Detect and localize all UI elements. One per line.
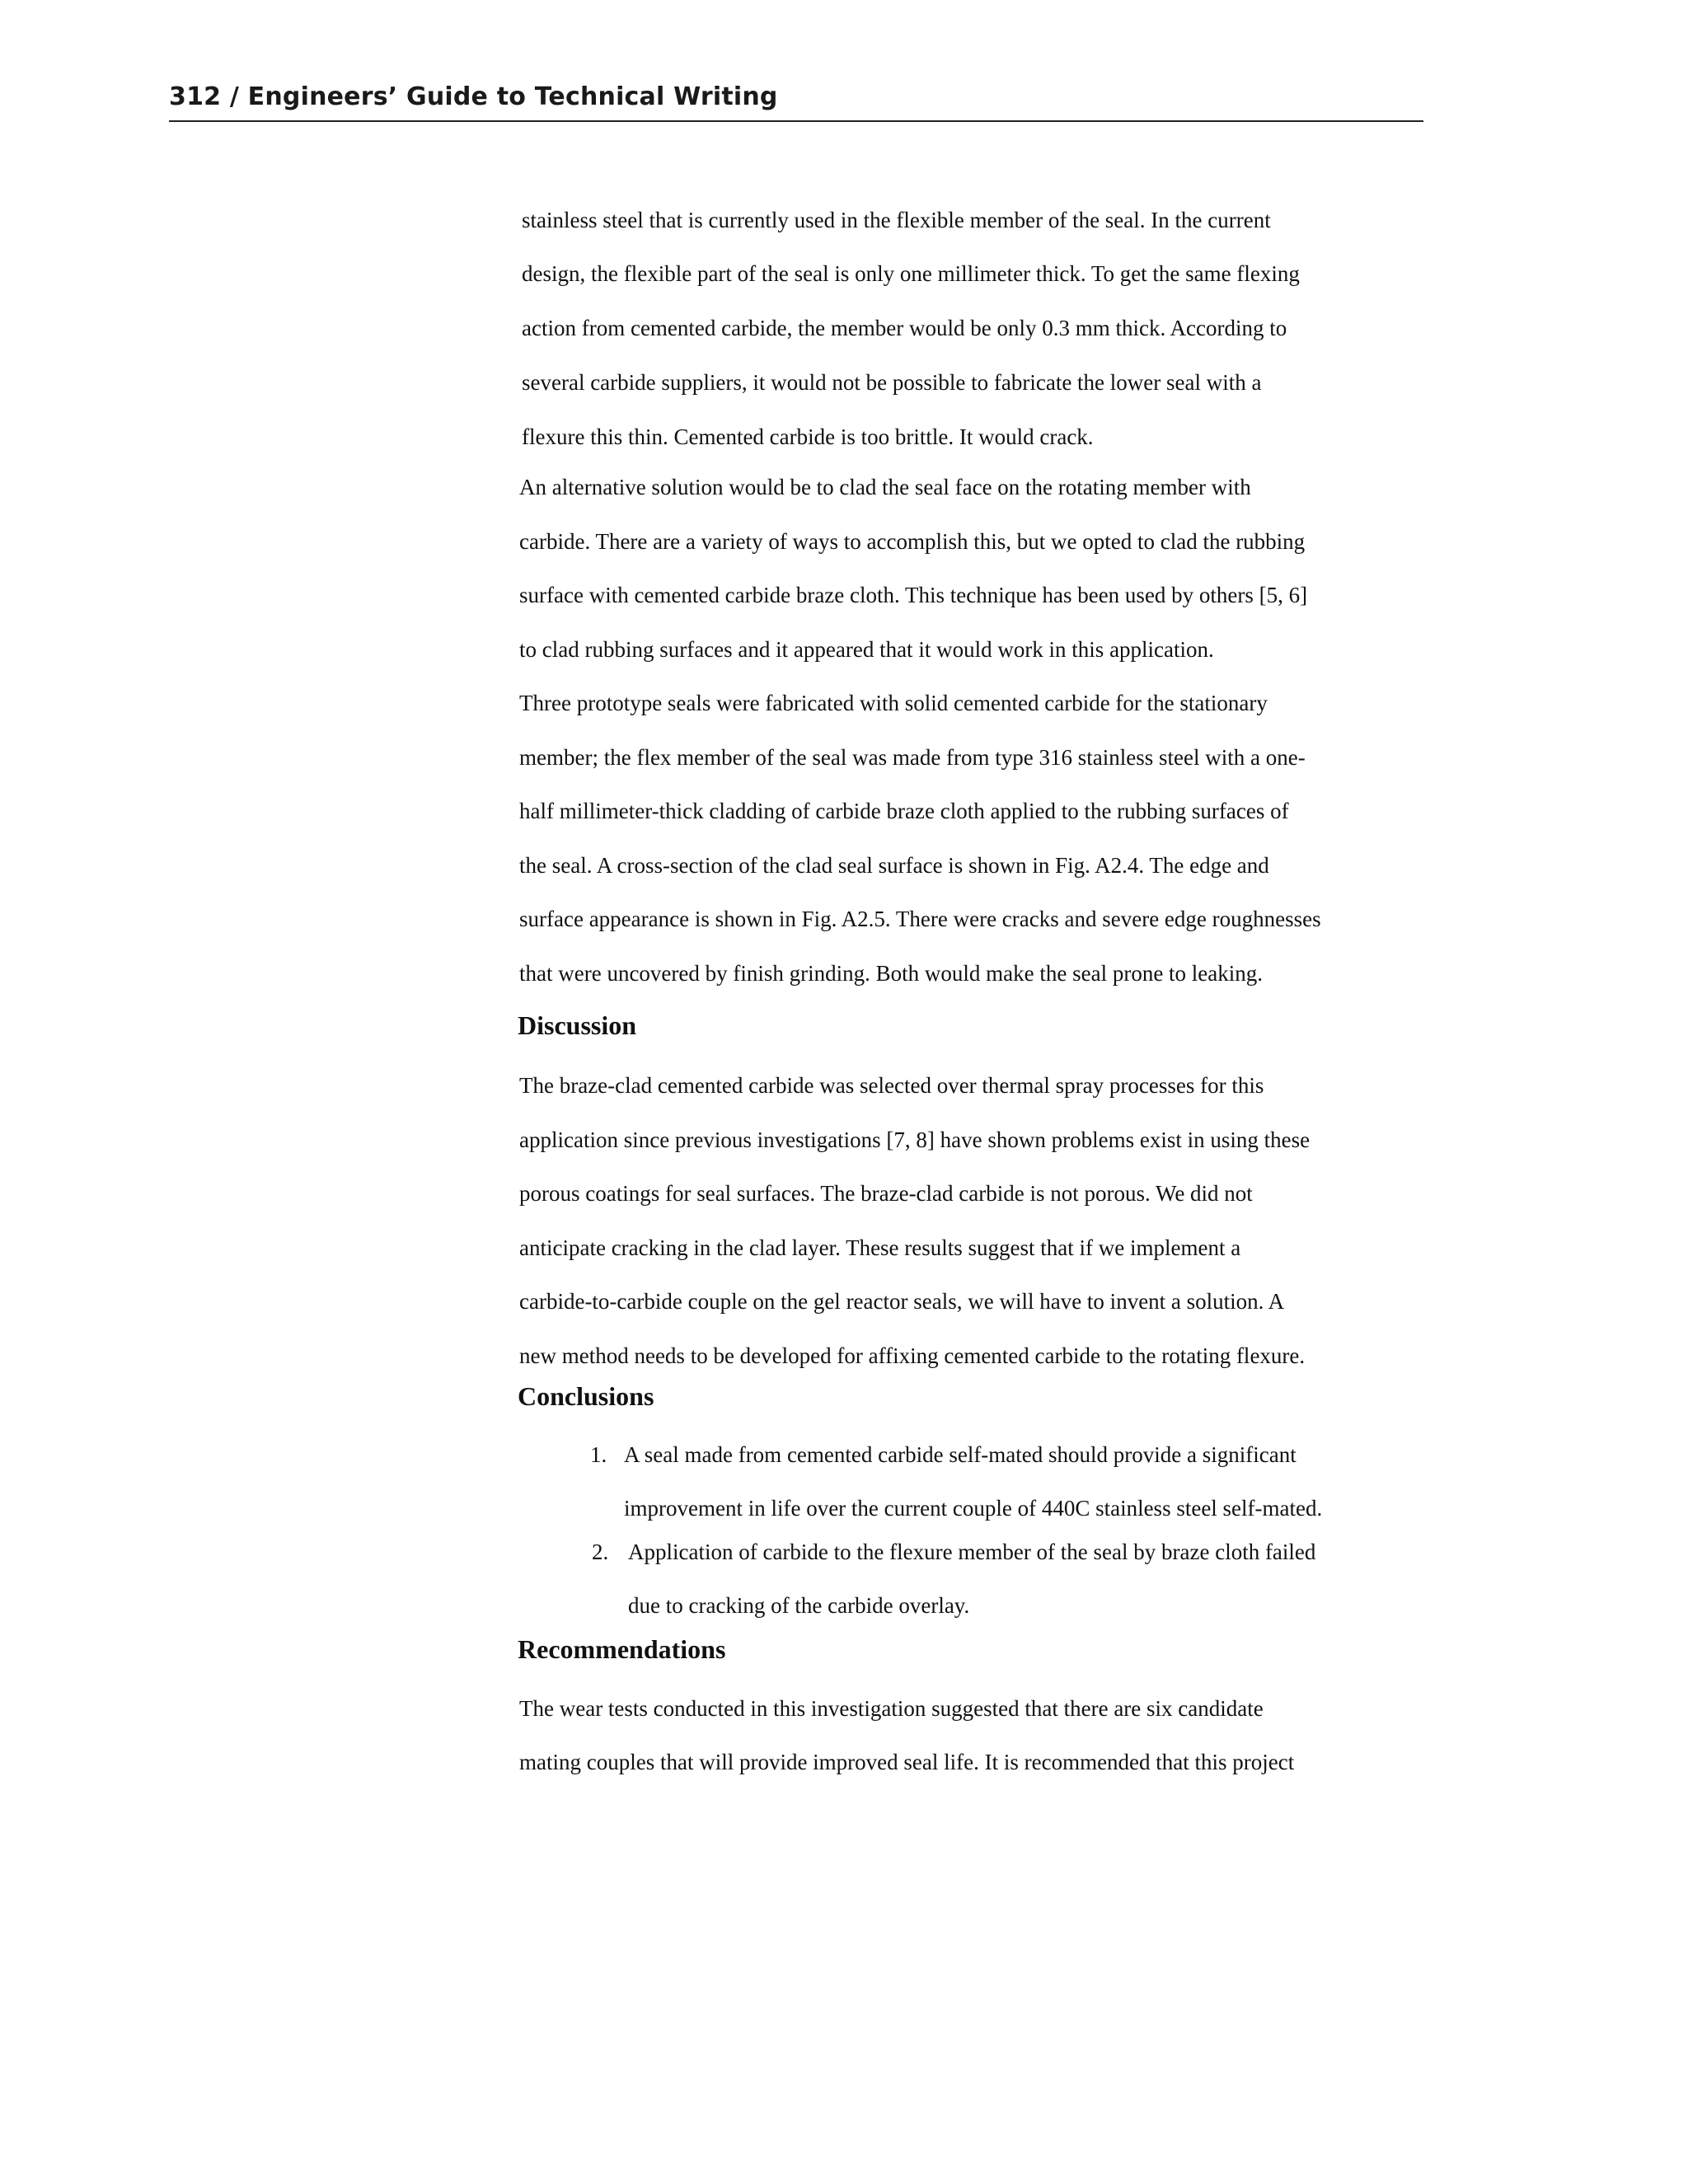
text-line: new method needs to be developed for affixing cemented carbide to the rotating flexure.: [519, 1343, 1306, 1368]
text-line: application since previous investigations [7, 8] have shown problems exist in using these: [519, 1127, 1311, 1152]
running-head: 312 / Engineers’ Guide to Technical Writing: [169, 82, 778, 111]
list-number: 2.: [592, 1540, 609, 1564]
text-line: surface with cemented carbide braze cloth. This technique has been used by others [5, 6]: [519, 583, 1308, 607]
text-line: to clad rubbing surfaces and it appeared that it would work in this application.: [519, 637, 1214, 662]
text-line: carbide. There are a variety of ways to accomplish this, but we opted to clad the rubbing: [519, 529, 1306, 554]
list-item-line: A seal made from cemented carbide self-mated should provide a significant: [624, 1442, 1296, 1467]
conclusions-heading: Conclusions: [518, 1381, 654, 1411]
discussion-heading: Discussion: [518, 1010, 637, 1040]
text-line: action from cemented carbide, the member would be only 0.3 mm thick. According to: [522, 316, 1287, 340]
text-line: mating couples that will provide improved seal life. It is recommended that this project: [519, 1750, 1295, 1774]
text-line: that were uncovered by finish grinding. Both would make the seal prone to leaking.: [519, 961, 1264, 986]
text-line: member; the flex member of the seal was made from type 316 stainless steel with a one-: [519, 745, 1306, 770]
text-line: Three prototype seals were fabricated with solid cemented carbide for the stationary: [519, 691, 1268, 715]
list-number: 1.: [590, 1442, 607, 1467]
text-line: the seal. A cross-section of the clad seal surface is shown in Fig. A2.4. The edge and: [519, 853, 1269, 878]
text-line: flexure this thin. Cemented carbide is too brittle. It would crack.: [522, 424, 1094, 449]
text-line: carbide-to-carbide couple on the gel reactor seals, we will have to invent a solution. A: [519, 1289, 1285, 1314]
text-line: An alternative solution would be to clad the seal face on the rotating member with: [519, 475, 1251, 499]
text-line: design, the flexible part of the seal is only one millimeter thick. To get the same flexing: [522, 261, 1300, 286]
text-line: stainless steel that is currently used in the flexible member of the seal. In the current: [522, 208, 1271, 232]
header-rule: [169, 120, 1423, 122]
list-item-line: improvement in life over the current couple of 440C stainless steel self-mated.: [624, 1496, 1323, 1521]
text-line: surface appearance is shown in Fig. A2.5. There were cracks and severe edge roughnesses: [519, 907, 1321, 931]
recommendations-heading: Recommendations: [518, 1634, 726, 1664]
text-line: anticipate cracking in the clad layer. These results suggest that if we implement a: [519, 1235, 1241, 1260]
list-item-line: due to cracking of the carbide overlay.: [628, 1593, 970, 1618]
text-line: several carbide suppliers, it would not be possible to fabricate the lower seal with a: [522, 370, 1262, 395]
text-line: The braze-clad cemented carbide was selected over thermal spray processes for this: [519, 1073, 1264, 1098]
text-line: The wear tests conducted in this investigation suggested that there are six candidate: [519, 1696, 1264, 1721]
list-item-line: Application of carbide to the flexure member of the seal by braze cloth failed: [628, 1540, 1316, 1564]
text-line: porous coatings for seal surfaces. The braze-clad carbide is not porous. We did not: [519, 1181, 1253, 1206]
text-line: half millimeter-thick cladding of carbide braze cloth applied to the rubbing surfaces of: [519, 799, 1289, 823]
